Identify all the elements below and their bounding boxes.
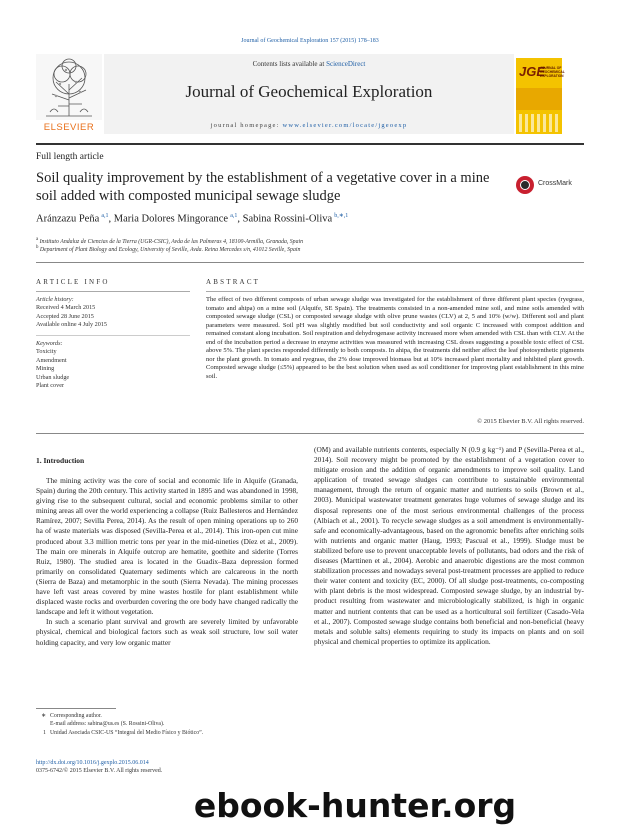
- affiliation: [36, 245, 584, 253]
- footnote-text: Unidad Asociada CSIC-US “Integral del Medio Físico y Biótico”.: [50, 729, 204, 736]
- keyword: Plant cover: [36, 382, 65, 390]
- keywords-label: Keywords:: [36, 340, 63, 347]
- author-separator: ,: [237, 213, 243, 225]
- keywords-rule: [36, 335, 190, 336]
- contents-prefix: Contents lists available at: [252, 60, 327, 68]
- cover-pattern: [519, 114, 559, 132]
- keyword: Mining: [36, 365, 55, 373]
- author-affiliation-marker[interactable]: b,∗,1: [334, 213, 349, 219]
- homepage-line: [104, 122, 514, 129]
- cover-title: JOURNAL OF GEOCHEMICAL EXPLORATION: [540, 66, 565, 78]
- history-label: Article history:: [36, 296, 74, 303]
- issn-line: 0375-6742/© 2015 Elsevier B.V. All rights reserved.: [36, 768, 163, 774]
- body-paragraph: In such a scenario plant survival and growth are severely limited by unfavorable physical, chemical and biological factors such as weak soil structure, low soil water holding capacity, and very low organic matter: [36, 617, 298, 647]
- crossmark-label: CrossMark: [538, 180, 572, 187]
- crossmark-icon: [516, 176, 534, 194]
- footnote: [36, 712, 298, 720]
- keywords-list: [36, 340, 190, 390]
- header-rule: [36, 143, 584, 145]
- keyword: Amendment: [36, 356, 67, 364]
- footnote-text[interactable]: E-mail address: sabina@us.es (S. Rossini-Oliva).: [50, 721, 165, 728]
- contents-line: [104, 60, 514, 68]
- article-info-rule: [36, 291, 190, 292]
- affiliation-marker: a: [36, 237, 39, 242]
- journal-name: Journal of Geochemical Exploration: [185, 82, 433, 101]
- article-type: Full length article: [36, 152, 104, 162]
- footnote-rule: [36, 708, 116, 709]
- footnote: [36, 729, 298, 737]
- author-name: Sabina Rossini-Oliva: [242, 213, 333, 225]
- author-affiliation-marker[interactable]: a,1: [101, 213, 109, 219]
- history-item: Available online 4 July 2015: [36, 320, 108, 328]
- article-title: Soil quality improvement by the establishment of a vegetative cover in a mine soil added with composted municipal sewage sludge: [36, 170, 490, 204]
- author-separator: ,: [108, 213, 114, 225]
- cover-band: [516, 88, 562, 110]
- body-paragraph: (OM) and available nutrients contents, especially N (0.9 g kg⁻¹) and P (Sevilla-Perea et al., 2014). Soil recovery might be promoted by the establishment of a vegetation cover to mitigate erosion and the addition of organic amendments to improve soil quality. Land application of treated sewage sludges can contribute to sustainable environmental management, through the return of organic matter and nutrients to soils (Brown et al., 2003). Municipal wastewater treatment generates huge volumes of sewage sludge and its disposal represents one of the most serious environmental challenges of the process (Albiach et al., 2001). To recycle sewage sludges as a soil amendment is environmentally-safe and economically-advantageous, based on the agronomic benefits after enriching soils with nutrients and organic matter (Haug, 1993; Pascual et al., 1999). Sludge must be stabilized before use to prevent unacceptable levels of pollutants, bad odors and the risk of diseases (Marttinen et al., 2004). Aerobic and anaerobic digestions are the most common stabilization processes and nowadays several post-treatment processes are applied to reduce their water content and toxicity (EC, 2000). Of all sludge post-treatments, co-composting with plant debris is the most widespread. Composted sewage sludge, by an industrial by-product resulting from wastewater and microbiologically stabilized, is high in organic matter and nutrient contents that can be used as a horticultural soil fertilizer (Casado-Vela et al., 2007). Composted sewage sludge contains both beneficial and non-beneficial (heavy metals and soluble salts) elements requiring to study its impacts on plants and on soil physical and chemical properties to optimize its application.: [314, 445, 584, 646]
- copyright-line: © 2015 Elsevier B.V. All rights reserved.: [477, 418, 584, 425]
- author-list: [36, 212, 584, 225]
- affiliation-text: Instituto Andaluz de Ciencias de la Tierra (UGR-CSIC), Avda de las Palmeras 4, 18100-Armilla, Granada, Spain: [39, 238, 303, 245]
- author-name: Maria Dolores Mingorance: [113, 213, 229, 225]
- publisher-logo-text: ELSEVIER: [43, 122, 95, 133]
- footnote-symbol: 1: [43, 729, 46, 736]
- footnote-text: Corresponding author.: [50, 713, 102, 719]
- section-heading: 1. Introduction: [36, 456, 85, 465]
- keyword: Urban sludge: [36, 373, 70, 381]
- article-info-heading: ARTICLE INFO: [36, 278, 110, 286]
- doi-link[interactable]: http://dx.doi.org/10.1016/j.gexplo.2015.06.014: [36, 760, 149, 766]
- history-item: Received 4 March 2015: [36, 304, 96, 312]
- section-divider: [36, 433, 584, 434]
- body-column-right: [314, 445, 584, 647]
- footnote: [36, 720, 298, 728]
- body-column-left: [36, 476, 298, 648]
- keyword: Toxicity: [36, 348, 57, 356]
- homepage-link[interactable]: www.elsevier.com/locate/jgeoexp: [282, 122, 408, 129]
- abstract-heading: ABSTRACT: [206, 278, 261, 286]
- article-history: [36, 296, 190, 329]
- affiliation: [36, 237, 584, 245]
- affiliation-marker: b: [36, 245, 39, 250]
- journal-citation[interactable]: Journal of Geochemical Exploration 157 (2015) 178–183: [241, 38, 379, 44]
- watermark: ebook-hunter.org: [193, 786, 517, 825]
- author-name: Aránzazu Peña: [36, 213, 100, 225]
- homepage-prefix: journal homepage:: [210, 122, 283, 129]
- abstract-rule: [206, 291, 584, 292]
- sciencedirect-link[interactable]: ScienceDirect: [326, 60, 366, 68]
- journal-cover-thumbnail[interactable]: [516, 58, 565, 134]
- history-item: Accepted 28 June 2015: [36, 312, 94, 320]
- footnotes: [36, 712, 298, 737]
- crossmark-badge[interactable]: [516, 176, 586, 194]
- section-divider: [36, 262, 584, 263]
- body-paragraph: The mining activity was the core of social and economic life in Alquife (Granada, Spain) during the 20th century. This activity started in 1895 and was abandoned in 1998, giving rise to the subsequent cultural, social and economic problems similar to other mining areas all over the world experiencing a collapse (Ruiz Ballesteros and Hernández Ramírez, 2007; Sevilla Perea, 2014). As the result of open mining operations up to 260 ha of waste materials was disposed (Sevilla-Perea et al., 2014). This iron-open cut mine produced about 3.3 million metric tons per year in the mid-nineties (Díez et al., 2009). The main ore minerals in Alquife outcrop are hematite, goethite and siderite (Torres Ruiz, 1980). The studied area is located in the Guadix–Baza depression formed primarily on consolidated Quaternary sediments which are calcareous in the north (Sierra de Baza) and metamorphic in the south (Sierra Nevada). The mining processes have left vast areas covered by mine wastes hostile for plant establishment while displaced waste rocks and overburden covering the ore body have changed radically the landscape and left it without vegetation.: [36, 476, 298, 617]
- abstract-text: The effect of two different composts of urban sewage sludge was investigated for the establishment of three different plant species (ryegrass, tomato and ahipa) on a mine soil (Alquife, SE Spain). The treatments consisted in a non-amended mine soil, and mine soils amended with composted sewage sludge (CSL) or composted sewage sludge with olive prune wastes (CLV) at 2, 5 and 10% (w/w). Different soil and plant parameters were measured. Soil pH was slightly modified but soil conductivity and soil organic C increased with compost addition and remained constant along incubation. Soil respiration and dehydrogenase activity increased more when amended with CSL than with CLV. At the end of the incubation period a decrease in enzyme activities was measured with increasing CSL doses suggesting a possible toxic effect of CSL above 5%. The plant species responded differently to both composts. In ahipa, the treatments did neither affect the leaf photosynthetic pigments nor the plant growth. In tomato and ryegrass, the 2% dose improved biomass but at 10% increased plant mortality and inhibited plant growth. Composted sewage sludge (≤5%) appeared to be the best solution when used as soil conditioner for improving plant establishment in this mine soil.: [206, 296, 584, 380]
- author-affiliation-marker[interactable]: a,1: [230, 213, 238, 219]
- affiliation-text: Department of Plant Biology and Ecology, University of Seville, Avda. Reina Mercedes s/n, 41012 Seville, Spain: [39, 246, 301, 253]
- footnote-symbol: ∗: [41, 713, 46, 719]
- cover-abbrev: JGE: [519, 64, 546, 79]
